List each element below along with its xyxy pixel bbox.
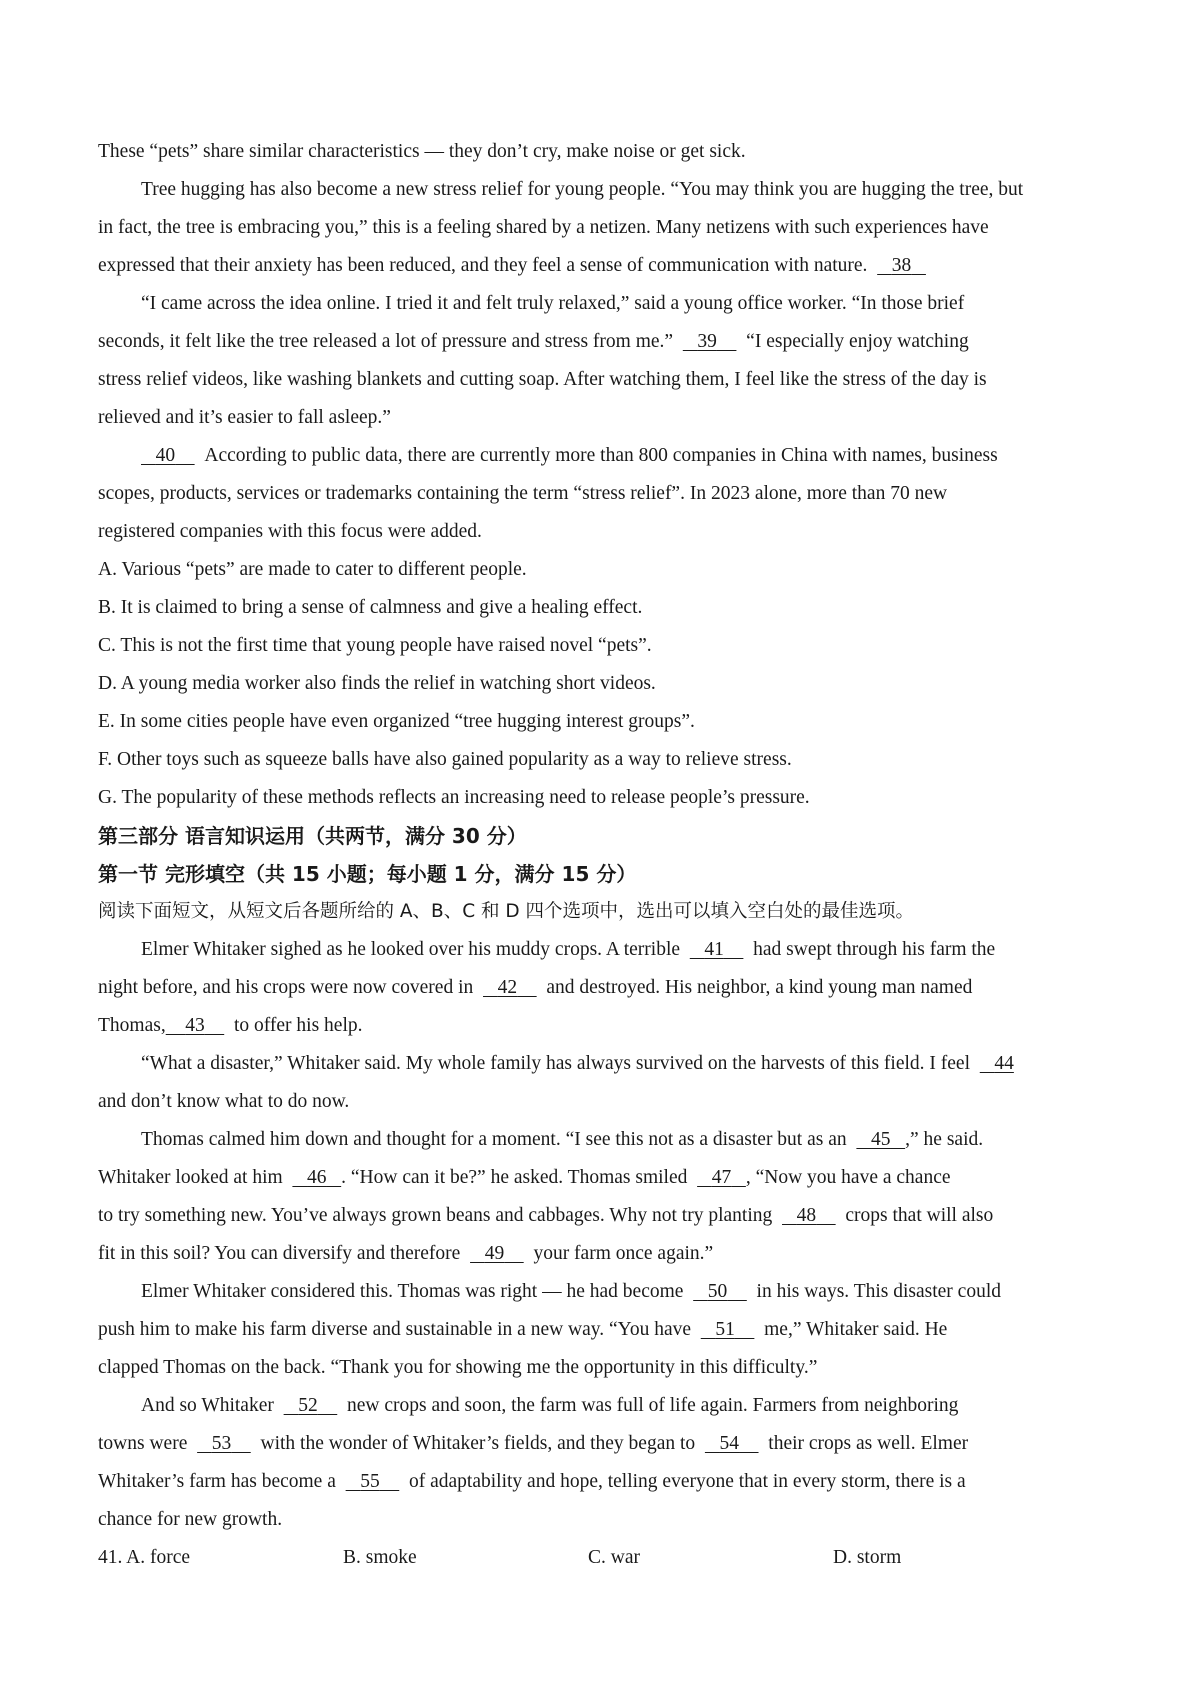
option-list [98, 551, 1100, 817]
option-f: F. Other toys such as squeeze balls have also gained popularity as a way to relieve stress. [98, 749, 792, 770]
text-line: Whitaker looked at him 46 . “How can it be?” he asked. Thomas smiled 47 , “Now you have a chance [98, 1159, 1100, 1197]
text-line: These “pets” share similar characteristics — they don’t cry, make noise or get sick. [98, 141, 746, 162]
blank-39[interactable]: 39 [697, 331, 717, 352]
text-line: registered companies with this focus were added. [98, 521, 482, 542]
q41-option-c[interactable]: C. war [588, 1547, 640, 1568]
blank-43[interactable]: 43 [185, 1015, 205, 1036]
cloze-paragraph-2 [98, 1045, 1100, 1121]
cloze-paragraph-4 [98, 1273, 1100, 1387]
text-line: relieved and it’s easier to fall asleep.” [98, 407, 391, 428]
text-line: And so Whitaker 52 new crops and soon, the farm was full of life again. Farmers from neighboring [98, 1387, 1100, 1425]
blank-49[interactable]: 49 [484, 1243, 505, 1264]
text-line: expressed that their anxiety has been reduced, and they feel a sense of communication with nature. 38 [98, 247, 1100, 285]
option-c: C. This is not the first time that young people have raised novel “pets”. [98, 635, 652, 656]
q41-option-a[interactable]: 41. A. force [98, 1547, 191, 1568]
blank-51[interactable]: 51 [715, 1319, 735, 1340]
text-line: and don’t know what to do now. [98, 1091, 350, 1112]
blank-38[interactable]: 38 [891, 255, 912, 276]
blank-40[interactable]: 40 [155, 445, 176, 466]
text-line: chance for new growth. [98, 1509, 283, 1530]
text-line: towns were 53 with the wonder of Whitaker’s fields, and they began to 54 their crops as well. Elmer [98, 1425, 1100, 1463]
text-line: night before, and his crops were now covered in 42 and destroyed. His neighbor, a kind young man named [98, 969, 1100, 1007]
option-a: A. Various “pets” are made to cater to different people. [98, 559, 527, 580]
q41-option-d[interactable]: D. storm [833, 1547, 902, 1568]
paragraph-public-data [98, 437, 1100, 551]
text-line: stress relief videos, like washing blankets and cutting soap. After watching them, I feel like the stress of the day is [98, 369, 987, 390]
blank-55[interactable]: 55 [360, 1471, 380, 1492]
blank-54[interactable]: 54 [719, 1433, 740, 1454]
cloze-paragraph-5 [98, 1387, 1100, 1539]
blank-45[interactable]: 45 [871, 1129, 891, 1150]
blank-42[interactable]: 42 [497, 977, 518, 998]
text-line: clapped Thomas on the back. “Thank you for showing me the opportunity in this difficulty.” [98, 1357, 818, 1378]
text-line: push him to make his farm diverse and sustainable in a new way. “You have 51 me,” Whitaker said. He [98, 1311, 1100, 1349]
blank-41[interactable]: 41 [704, 939, 724, 960]
text-line: Elmer Whitaker considered this. Thomas was right — he had become 50 in his ways. This disaster could [98, 1273, 1100, 1311]
text-line: Elmer Whitaker sighed as he looked over his muddy crops. A terrible 41 had swept through his farm the [98, 931, 1100, 969]
paragraph-tree-hugging [98, 171, 1100, 285]
blank-50[interactable]: 50 [707, 1281, 728, 1302]
text-line: Tree hugging has also become a new stress relief for young people. “You may think you are hugging the tree, but [141, 179, 1024, 200]
text-line: to try something new. You’ve always grown beans and cabbages. Why not try planting 48 crops that will also [98, 1197, 1100, 1235]
section-title: 第一节 完形填空（共 15 小题；每小题 1 分，满分 15 分） [98, 862, 637, 886]
instruction-text: 阅读下面短文，从短文后各题所给的 A、B、C 和 D 四个选项中，选出可以填入空白处的最佳选项。 [98, 901, 915, 922]
text-line: “I came across the idea online. I tried it and felt truly relaxed,” said a young office worker. “In those brief [141, 293, 965, 314]
text-line: “What a disaster,” Whitaker said. My whole family has always survived on the harvests of this field. I feel 44 [98, 1045, 1100, 1083]
blank-48[interactable]: 48 [796, 1205, 817, 1226]
paragraph-office-worker [98, 285, 1100, 437]
option-b: B. It is claimed to bring a sense of calmness and give a healing effect. [98, 597, 643, 618]
option-d: D. A young media worker also finds the relief in watching short videos. [98, 673, 656, 694]
blank-44[interactable]: 44 [994, 1053, 1014, 1074]
part-title: 第三部分 语言知识运用（共两节，满分 30 分） [98, 824, 527, 848]
cloze-paragraph-1 [98, 931, 1100, 1045]
q41-option-b[interactable]: B. smoke [343, 1547, 417, 1568]
blank-46[interactable]: 46 [307, 1167, 327, 1188]
text-line: fit in this soil? You can diversify and therefore 49 your farm once again.” [98, 1235, 1100, 1273]
text-line: 40 According to public data, there are currently more than 800 companies in China with names, business [98, 437, 1100, 475]
blank-52[interactable]: 52 [298, 1395, 318, 1416]
text-line: scopes, products, services or trademarks containing the term “stress relief”. In 2023 alone, more than 70 new [98, 483, 948, 504]
question-41-options [98, 1539, 1100, 1577]
text-line: Whitaker’s farm has become a 55 of adaptability and hope, telling everyone that in every storm, there is a [98, 1463, 1100, 1501]
option-e: E. In some cities people have even organized “tree hugging interest groups”. [98, 711, 695, 732]
option-g: G. The popularity of these methods reflects an increasing need to release people’s pressure. [98, 787, 810, 808]
blank-47[interactable]: 47 [711, 1167, 732, 1188]
text-line: in fact, the tree is embracing you,” this is a feeling shared by a netizen. Many netizens with such experiences have [98, 217, 989, 238]
blank-53[interactable]: 53 [211, 1433, 232, 1454]
cloze-paragraph-3 [98, 1121, 1100, 1273]
text-line: seconds, it felt like the tree released a lot of pressure and stress from me.” 39 “I especially enjoy watching [98, 323, 1100, 361]
text-line: Thomas calmed him down and thought for a moment. “I see this not as a disaster but as an 45 ,” he said. [98, 1121, 1100, 1159]
text-line: Thomas, 43 to offer his help. [98, 1007, 1100, 1045]
